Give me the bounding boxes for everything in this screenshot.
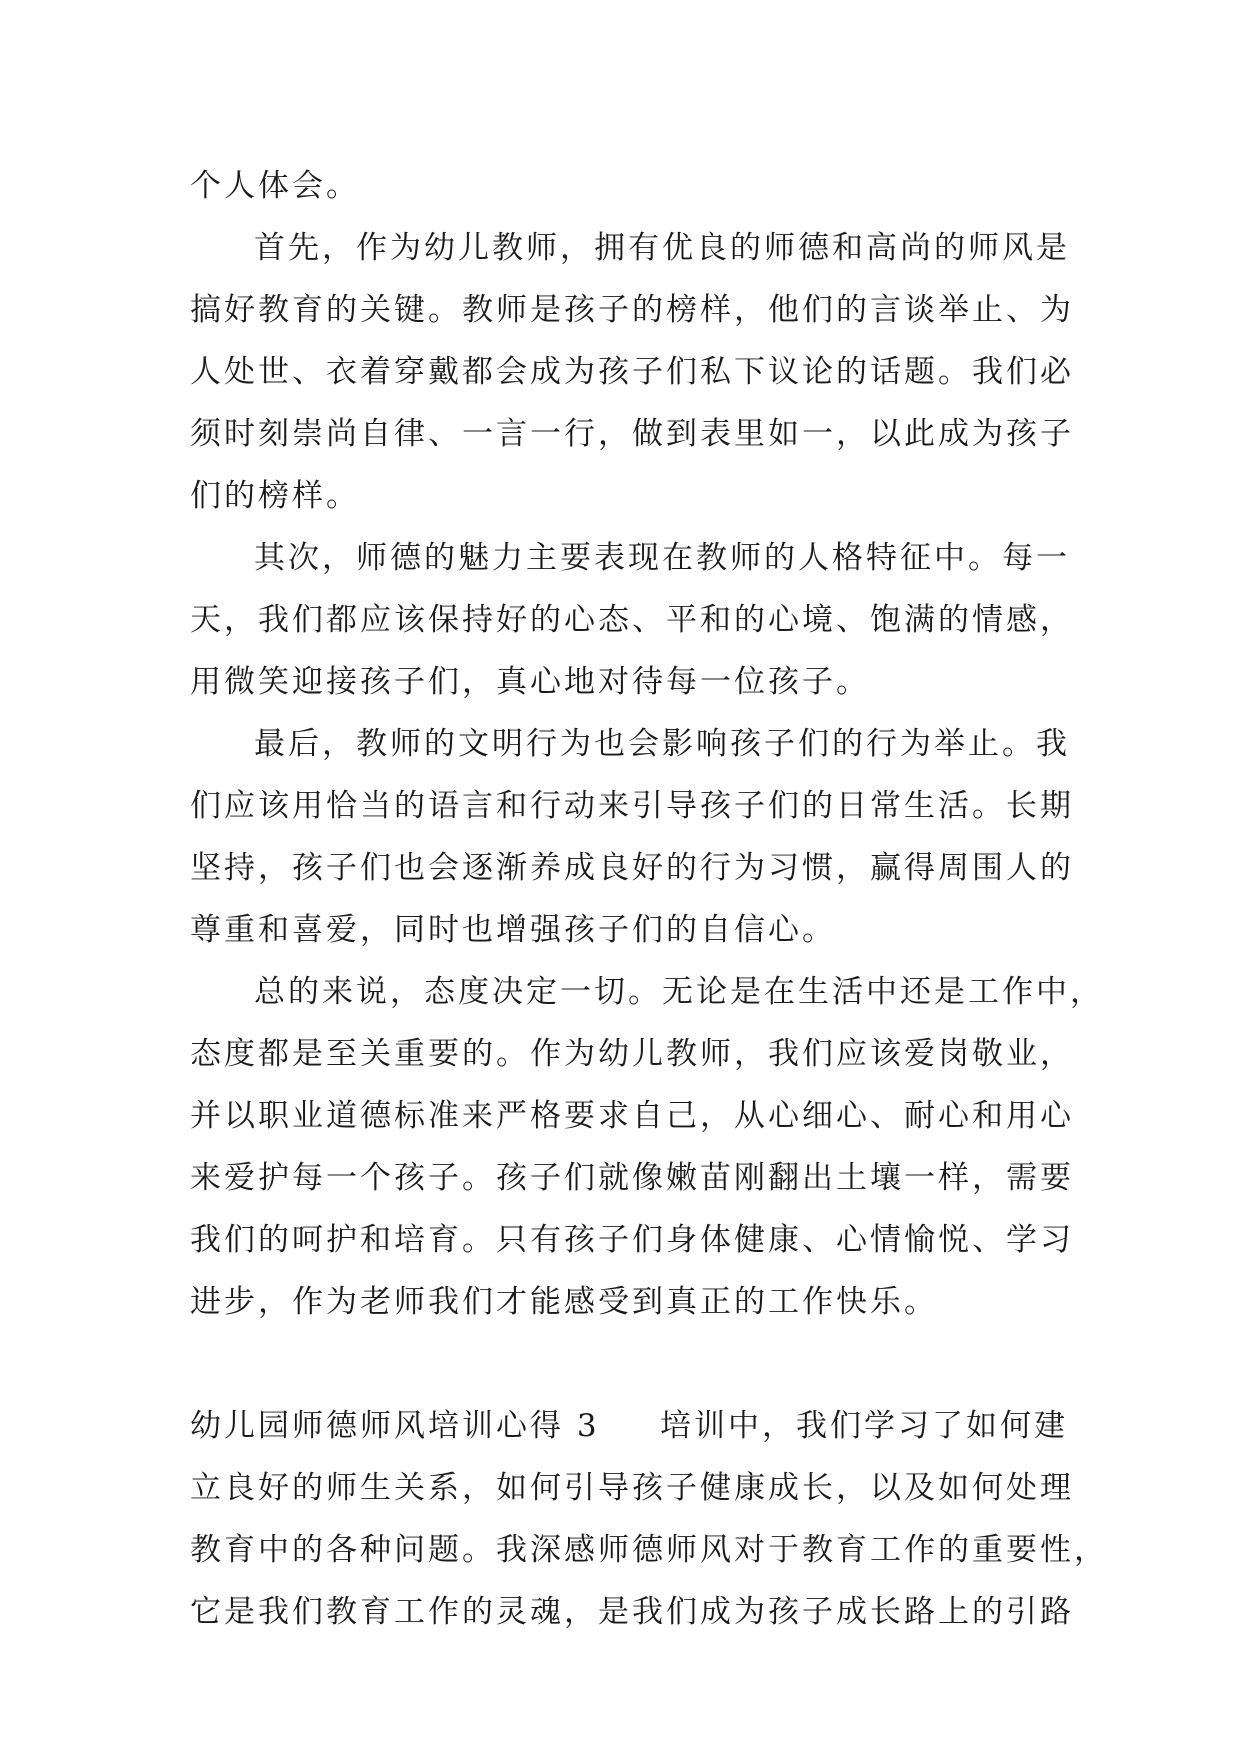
paragraph-first-line: 其次，师德的魅力主要表现在教师的人格特征中。每一 [254, 540, 1070, 576]
paragraph-first-line: 最后，教师的文明行为也会影响孩子们的行为举止。我 [254, 726, 1070, 762]
section-heading: 幼儿园师德师风培训心得 3 [190, 1408, 600, 1444]
text-line: 并以职业道德标准来严格要求自己，从心细心、耐心和用心 [190, 1098, 1074, 1134]
text-line: 尊重和喜爱，同时也增强孩子们的自信心。 [190, 912, 836, 948]
text-line: 个人体会。 [190, 168, 360, 204]
text-line: 须时刻崇尚自律、一言一行，做到表里如一，以此成为孩子 [190, 416, 1074, 452]
text-line: 用微笑迎接孩子们，真心地对待每一位孩子。 [190, 664, 870, 700]
text-line: 人处世、衣着穿戴都会成为孩子们私下议论的话题。我们必 [190, 354, 1074, 390]
text-line: 态度都是至关重要的。作为幼儿教师，我们应该爱岗敬业， [190, 1036, 1074, 1072]
text-line: 来爱护每一个孩子。孩子们就像嫩苗刚翻出土壤一样，需要 [190, 1160, 1074, 1196]
text-line: 它是我们教育工作的灵魂，是我们成为孩子成长路上的引路 [190, 1594, 1074, 1630]
text-line: 搞好教育的关键。教师是孩子的榜样，他们的言谈举止、为 [190, 292, 1074, 328]
text-line: 坚持，孩子们也会逐渐养成良好的行为习惯，赢得周围人的 [190, 850, 1074, 886]
text-line: 我们的呵护和培育。只有孩子们身体健康、心情愉悦、学习 [190, 1222, 1074, 1258]
text-line: 们应该用恰当的语言和行动来引导孩子们的日常生活。长期 [190, 788, 1074, 824]
document-body [190, 155, 1108, 1643]
text-line: 们的榜样。 [190, 478, 360, 514]
text-line: 教育中的各种问题。我深感师德师风对于教育工作的重要性， [190, 1532, 1108, 1568]
paragraph-first-line: 总的来说，态度决定一切。无论是在生活中还是工作中， [254, 974, 1104, 1010]
text-line: 立良好的师生关系，如何引导孩子健康成长，以及如何处理 [190, 1470, 1074, 1506]
paragraph-first-line: 首先，作为幼儿教师，拥有优良的师德和高尚的师风是 [254, 230, 1070, 266]
section-first-line-text: 培训中，我们学习了如何建 [660, 1408, 1068, 1444]
section-heading-line [190, 1395, 1068, 1457]
section-spacer [190, 1333, 1050, 1395]
text-line: 进步，作为老师我们才能感受到真正的工作快乐。 [190, 1284, 938, 1320]
text-line: 天，我们都应该保持好的心态、平和的心境、饱满的情感， [190, 602, 1074, 638]
